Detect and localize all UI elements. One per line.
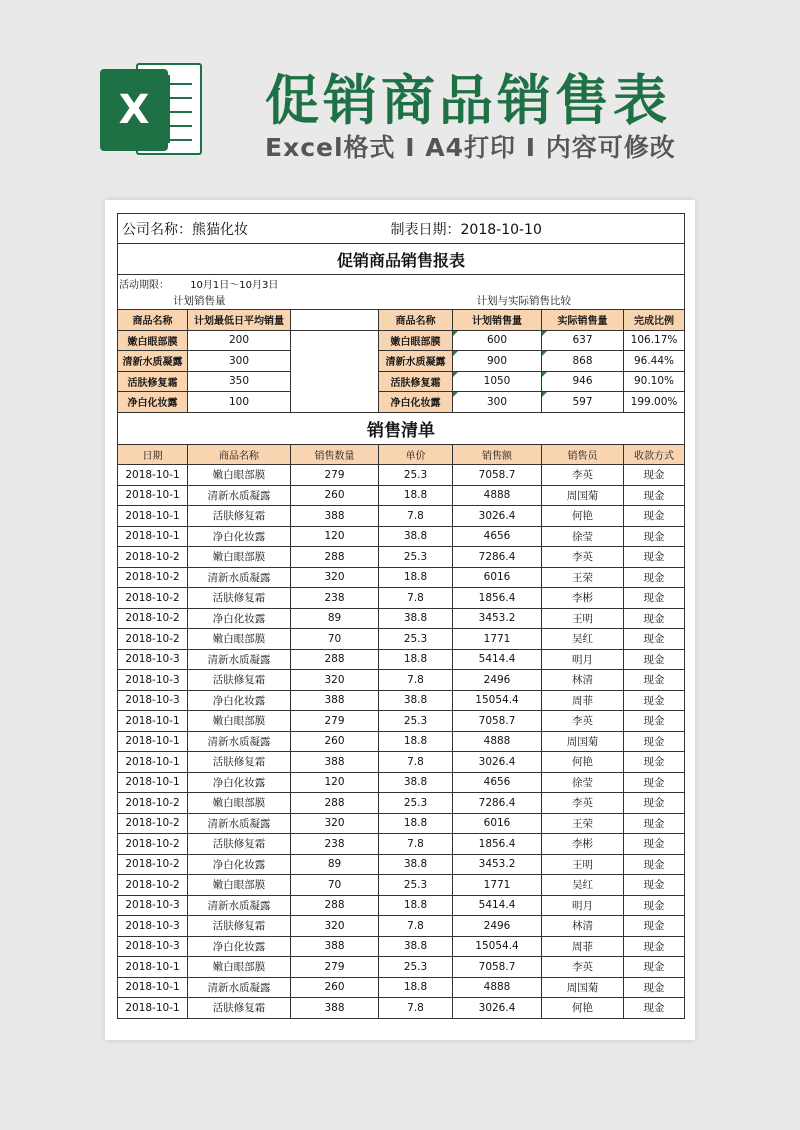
row-seller[interactable]: 吴红 xyxy=(542,629,624,650)
row-date[interactable]: 2018-10-3 xyxy=(118,916,188,937)
compare-product[interactable]: 活肤修复霜 xyxy=(379,371,453,392)
company-name[interactable]: 公司名称：熊猫化妆 xyxy=(118,214,379,244)
row-price[interactable]: 7.8 xyxy=(379,588,453,609)
row-price[interactable]: 18.8 xyxy=(379,567,453,588)
row-amount[interactable]: 7058.7 xyxy=(453,711,542,732)
row-payment[interactable]: 现金 xyxy=(624,690,685,711)
row-payment[interactable]: 现金 xyxy=(624,526,685,547)
list-header-qty[interactable]: 销售数量 xyxy=(291,444,379,465)
table-row xyxy=(118,711,685,732)
row-payment[interactable]: 现金 xyxy=(624,711,685,732)
row-price[interactable]: 25.3 xyxy=(379,547,453,568)
row-price[interactable]: 38.8 xyxy=(379,854,453,875)
row-seller[interactable]: 周国菊 xyxy=(542,485,624,506)
row-seller[interactable]: 徐莹 xyxy=(542,772,624,793)
row-seller[interactable]: 李英 xyxy=(542,957,624,978)
row-quantity[interactable]: 288 xyxy=(291,649,379,670)
row-amount[interactable]: 15054.4 xyxy=(453,936,542,957)
row-amount[interactable]: 7286.4 xyxy=(453,547,542,568)
plan-min-sales[interactable]: 350 xyxy=(188,371,291,392)
row-seller[interactable]: 李彬 xyxy=(542,588,624,609)
row-date[interactable]: 2018-10-2 xyxy=(118,854,188,875)
row-amount[interactable]: 4888 xyxy=(453,485,542,506)
row-payment[interactable]: 现金 xyxy=(624,649,685,670)
list-header-date[interactable]: 日期 xyxy=(118,444,188,465)
compare-ratio[interactable]: 90.10% xyxy=(624,371,685,392)
row-seller[interactable]: 林清 xyxy=(542,670,624,691)
table-row xyxy=(118,465,685,486)
row-price[interactable]: 25.3 xyxy=(379,957,453,978)
sheet xyxy=(105,200,695,1040)
row-seller[interactable]: 王明 xyxy=(542,854,624,875)
row-payment[interactable]: 现金 xyxy=(624,936,685,957)
compare-actual-sales[interactable]: 946 xyxy=(542,371,624,392)
row-date[interactable]: 2018-10-3 xyxy=(118,895,188,916)
row-product[interactable]: 嫩白眼部膜 xyxy=(188,875,291,896)
row-quantity[interactable]: 388 xyxy=(291,690,379,711)
row-amount[interactable]: 6016 xyxy=(453,567,542,588)
row-product[interactable]: 清新水质凝露 xyxy=(188,567,291,588)
row-product[interactable]: 嫩白眼部膜 xyxy=(188,711,291,732)
row-payment[interactable]: 现金 xyxy=(624,916,685,937)
row-amount[interactable]: 3026.4 xyxy=(453,998,542,1019)
row-quantity[interactable]: 238 xyxy=(291,588,379,609)
row-product[interactable]: 活肤修复霜 xyxy=(188,670,291,691)
row-price[interactable]: 18.8 xyxy=(379,731,453,752)
row-seller[interactable]: 李英 xyxy=(542,465,624,486)
row-price[interactable]: 38.8 xyxy=(379,608,453,629)
table-row xyxy=(118,834,685,855)
report-date[interactable]: 制表日期：2018-10-10 xyxy=(379,214,685,244)
table-row xyxy=(118,854,685,875)
table-row xyxy=(118,608,685,629)
row-price[interactable]: 7.8 xyxy=(379,506,453,527)
row-product[interactable]: 清新水质凝露 xyxy=(188,813,291,834)
row-date[interactable]: 2018-10-2 xyxy=(118,834,188,855)
compare-plan-sales[interactable]: 600 xyxy=(453,330,542,351)
row-price[interactable]: 7.8 xyxy=(379,752,453,773)
row-amount[interactable]: 2496 xyxy=(453,916,542,937)
row-date[interactable]: 2018-10-2 xyxy=(118,793,188,814)
row-amount[interactable]: 4656 xyxy=(453,526,542,547)
row-date[interactable]: 2018-10-2 xyxy=(118,567,188,588)
table-row xyxy=(118,998,685,1019)
row-product[interactable]: 清新水质凝露 xyxy=(188,485,291,506)
row-seller[interactable]: 明月 xyxy=(542,895,624,916)
row-payment[interactable]: 现金 xyxy=(624,567,685,588)
row-payment[interactable]: 现金 xyxy=(624,977,685,998)
row-product[interactable]: 活肤修复霜 xyxy=(188,916,291,937)
plan-min-sales[interactable]: 100 xyxy=(188,392,291,413)
plan-header-min[interactable]: 计划最低日平均销量 xyxy=(188,310,291,331)
table-row xyxy=(118,731,685,752)
row-price[interactable]: 7.8 xyxy=(379,834,453,855)
row-amount[interactable]: 3453.2 xyxy=(453,854,542,875)
row-date[interactable]: 2018-10-1 xyxy=(118,506,188,527)
row-quantity[interactable]: 388 xyxy=(291,998,379,1019)
row-seller[interactable]: 王明 xyxy=(542,608,624,629)
activity-period[interactable] xyxy=(118,275,685,292)
table-row xyxy=(118,485,685,506)
row-date[interactable]: 2018-10-1 xyxy=(118,957,188,978)
row-product[interactable]: 净白化妆露 xyxy=(188,690,291,711)
row-seller[interactable]: 周菲 xyxy=(542,690,624,711)
list-header-amount[interactable]: 销售额 xyxy=(453,444,542,465)
row-product[interactable]: 活肤修复霜 xyxy=(188,834,291,855)
row-date[interactable]: 2018-10-2 xyxy=(118,608,188,629)
row-seller[interactable]: 王荣 xyxy=(542,813,624,834)
row-seller[interactable]: 周菲 xyxy=(542,936,624,957)
row-date[interactable]: 2018-10-1 xyxy=(118,711,188,732)
row-seller[interactable]: 周国菊 xyxy=(542,731,624,752)
row-product[interactable]: 活肤修复霜 xyxy=(188,588,291,609)
row-payment[interactable]: 现金 xyxy=(624,670,685,691)
row-quantity[interactable]: 120 xyxy=(291,772,379,793)
row-amount[interactable]: 15054.4 xyxy=(453,690,542,711)
compare-product[interactable]: 净白化妆露 xyxy=(379,392,453,413)
row-date[interactable]: 2018-10-2 xyxy=(118,629,188,650)
row-seller[interactable]: 周国菊 xyxy=(542,977,624,998)
row-payment[interactable]: 现金 xyxy=(624,506,685,527)
table-row xyxy=(118,752,685,773)
row-quantity[interactable]: 238 xyxy=(291,834,379,855)
compare-ratio[interactable]: 199.00% xyxy=(624,392,685,413)
row-quantity[interactable]: 288 xyxy=(291,793,379,814)
row-product[interactable]: 净白化妆露 xyxy=(188,526,291,547)
list-header-product[interactable]: 商品名称 xyxy=(188,444,291,465)
plan-product[interactable]: 活肤修复霜 xyxy=(118,371,188,392)
row-amount[interactable]: 1771 xyxy=(453,875,542,896)
row-amount[interactable]: 1771 xyxy=(453,629,542,650)
compare-product[interactable]: 嫩白眼部膜 xyxy=(379,330,453,351)
compare-actual-sales[interactable]: 637 xyxy=(542,330,624,351)
row-date[interactable]: 2018-10-1 xyxy=(118,977,188,998)
row-quantity[interactable]: 89 xyxy=(291,608,379,629)
compare-header-plan[interactable]: 计划销售量 xyxy=(453,310,542,331)
row-product[interactable]: 活肤修复霜 xyxy=(188,506,291,527)
plan-product[interactable]: 嫩白眼部膜 xyxy=(118,330,188,351)
row-product[interactable]: 嫩白眼部膜 xyxy=(188,465,291,486)
row-date[interactable]: 2018-10-2 xyxy=(118,813,188,834)
row-amount[interactable]: 4656 xyxy=(453,772,542,793)
row-product[interactable]: 嫩白眼部膜 xyxy=(188,793,291,814)
row-date[interactable]: 2018-10-3 xyxy=(118,670,188,691)
row-seller[interactable]: 李英 xyxy=(542,793,624,814)
row-quantity[interactable]: 70 xyxy=(291,875,379,896)
row-quantity[interactable]: 70 xyxy=(291,629,379,650)
table-row xyxy=(118,588,685,609)
table-row xyxy=(118,526,685,547)
row-amount[interactable]: 3026.4 xyxy=(453,752,542,773)
row-amount[interactable]: 5414.4 xyxy=(453,895,542,916)
row-amount[interactable]: 1856.4 xyxy=(453,834,542,855)
table-row xyxy=(118,895,685,916)
row-quantity[interactable]: 320 xyxy=(291,670,379,691)
row-quantity[interactable]: 120 xyxy=(291,526,379,547)
row-quantity[interactable]: 260 xyxy=(291,485,379,506)
spacer-cell xyxy=(291,371,379,392)
row-quantity[interactable]: 320 xyxy=(291,567,379,588)
row-product[interactable]: 净白化妆露 xyxy=(188,854,291,875)
activity-label: 活动期限： xyxy=(119,279,169,291)
row-payment[interactable]: 现金 xyxy=(624,485,685,506)
row-price[interactable]: 25.3 xyxy=(379,875,453,896)
compare-header-actual[interactable]: 实际销售量 xyxy=(542,310,624,331)
list-title[interactable]: 销售清单 xyxy=(118,412,685,444)
row-price[interactable]: 18.8 xyxy=(379,485,453,506)
row-payment[interactable]: 现金 xyxy=(624,854,685,875)
row-date[interactable]: 2018-10-2 xyxy=(118,547,188,568)
row-quantity[interactable]: 260 xyxy=(291,977,379,998)
row-seller[interactable]: 何艳 xyxy=(542,752,624,773)
row-amount[interactable]: 5414.4 xyxy=(453,649,542,670)
plan-section-label: 计划销售量 xyxy=(118,292,379,310)
spacer-cell xyxy=(291,330,379,351)
row-date[interactable]: 2018-10-1 xyxy=(118,772,188,793)
row-payment[interactable]: 现金 xyxy=(624,834,685,855)
table-row xyxy=(118,649,685,670)
compare-actual-sales[interactable]: 597 xyxy=(542,392,624,413)
spacer-cell xyxy=(291,392,379,413)
row-price[interactable]: 25.3 xyxy=(379,629,453,650)
row-payment[interactable]: 现金 xyxy=(624,608,685,629)
row-payment[interactable]: 现金 xyxy=(624,465,685,486)
row-price[interactable]: 38.8 xyxy=(379,936,453,957)
compare-header-name[interactable]: 商品名称 xyxy=(379,310,453,331)
excel-x-badge: X xyxy=(100,69,168,151)
banner xyxy=(0,0,800,200)
row-product[interactable]: 净白化妆露 xyxy=(188,608,291,629)
table-row xyxy=(118,813,685,834)
row-payment[interactable]: 现金 xyxy=(624,998,685,1019)
sheet-grid xyxy=(117,213,684,1019)
row-product[interactable]: 活肤修复霜 xyxy=(188,752,291,773)
list-header-price[interactable]: 单价 xyxy=(379,444,453,465)
row-seller[interactable]: 李英 xyxy=(542,547,624,568)
row-quantity[interactable]: 279 xyxy=(291,711,379,732)
compare-plan-sales[interactable]: 300 xyxy=(453,392,542,413)
row-quantity[interactable]: 388 xyxy=(291,752,379,773)
row-quantity[interactable]: 388 xyxy=(291,506,379,527)
table-row xyxy=(118,957,685,978)
compare-section-label: 计划与实际销售比较 xyxy=(379,292,685,310)
row-payment[interactable]: 现金 xyxy=(624,547,685,568)
row-seller[interactable]: 明月 xyxy=(542,649,624,670)
row-seller[interactable]: 吴红 xyxy=(542,875,624,896)
row-amount[interactable]: 4888 xyxy=(453,731,542,752)
row-quantity[interactable]: 320 xyxy=(291,916,379,937)
table-row xyxy=(118,875,685,896)
row-price[interactable]: 38.8 xyxy=(379,772,453,793)
row-quantity[interactable]: 388 xyxy=(291,936,379,957)
compare-header-ratio[interactable]: 完成比例 xyxy=(624,310,685,331)
row-seller[interactable]: 何艳 xyxy=(542,506,624,527)
row-quantity[interactable]: 320 xyxy=(291,813,379,834)
table-row xyxy=(118,690,685,711)
table-row xyxy=(118,793,685,814)
row-quantity[interactable]: 279 xyxy=(291,957,379,978)
row-date[interactable]: 2018-10-3 xyxy=(118,649,188,670)
row-date[interactable]: 2018-10-3 xyxy=(118,690,188,711)
row-seller[interactable]: 李彬 xyxy=(542,834,624,855)
row-price[interactable]: 18.8 xyxy=(379,813,453,834)
excel-icon xyxy=(100,57,204,161)
row-quantity[interactable]: 260 xyxy=(291,731,379,752)
row-payment[interactable]: 现金 xyxy=(624,731,685,752)
row-product[interactable]: 嫩白眼部膜 xyxy=(188,629,291,650)
row-product[interactable]: 清新水质凝露 xyxy=(188,731,291,752)
activity-range: 10月1日～10月3日 xyxy=(190,279,279,291)
compare-ratio[interactable]: 96.44% xyxy=(624,351,685,372)
table-row xyxy=(118,670,685,691)
compare-plan-sales[interactable]: 900 xyxy=(453,351,542,372)
row-payment[interactable]: 现金 xyxy=(624,752,685,773)
blank-cell[interactable] xyxy=(291,310,379,331)
row-price[interactable]: 7.8 xyxy=(379,670,453,691)
row-quantity[interactable]: 288 xyxy=(291,547,379,568)
row-seller[interactable]: 徐莹 xyxy=(542,526,624,547)
row-quantity[interactable]: 279 xyxy=(291,465,379,486)
compare-plan-sales[interactable]: 1050 xyxy=(453,371,542,392)
table-row xyxy=(118,977,685,998)
row-product[interactable]: 清新水质凝露 xyxy=(188,977,291,998)
row-price[interactable]: 25.3 xyxy=(379,711,453,732)
row-seller[interactable]: 王荣 xyxy=(542,567,624,588)
compare-ratio[interactable]: 106.17% xyxy=(624,330,685,351)
row-product[interactable]: 净白化妆露 xyxy=(188,936,291,957)
banner-subtitle: Excel格式 I A4打印 I 内容可修改 xyxy=(265,133,676,162)
row-amount[interactable]: 7058.7 xyxy=(453,465,542,486)
row-amount[interactable]: 3453.2 xyxy=(453,608,542,629)
row-product[interactable]: 清新水质凝露 xyxy=(188,895,291,916)
row-quantity[interactable]: 288 xyxy=(291,895,379,916)
row-payment[interactable]: 现金 xyxy=(624,957,685,978)
row-payment[interactable]: 现金 xyxy=(624,629,685,650)
banner-title: 促销商品销售表 xyxy=(265,69,671,132)
row-amount[interactable]: 7286.4 xyxy=(453,793,542,814)
row-product[interactable]: 净白化妆露 xyxy=(188,772,291,793)
report-table xyxy=(117,213,685,1019)
row-payment[interactable]: 现金 xyxy=(624,793,685,814)
row-price[interactable]: 38.8 xyxy=(379,526,453,547)
plan-min-sales[interactable]: 300 xyxy=(188,351,291,372)
table-row xyxy=(118,567,685,588)
row-price[interactable]: 18.8 xyxy=(379,895,453,916)
row-price[interactable]: 7.8 xyxy=(379,916,453,937)
table-row xyxy=(118,547,685,568)
row-product[interactable]: 嫩白眼部膜 xyxy=(188,547,291,568)
plan-header-name[interactable]: 商品名称 xyxy=(118,310,188,331)
list-header-seller[interactable]: 销售员 xyxy=(542,444,624,465)
row-quantity[interactable]: 89 xyxy=(291,854,379,875)
plan-min-sales[interactable]: 200 xyxy=(188,330,291,351)
row-date[interactable]: 2018-10-3 xyxy=(118,936,188,957)
row-price[interactable]: 25.3 xyxy=(379,465,453,486)
row-price[interactable]: 7.8 xyxy=(379,998,453,1019)
table-row xyxy=(118,629,685,650)
row-date[interactable]: 2018-10-1 xyxy=(118,731,188,752)
row-payment[interactable]: 现金 xyxy=(624,895,685,916)
row-payment[interactable]: 现金 xyxy=(624,813,685,834)
row-amount[interactable]: 3026.4 xyxy=(453,506,542,527)
row-date[interactable]: 2018-10-1 xyxy=(118,752,188,773)
row-amount[interactable]: 1856.4 xyxy=(453,588,542,609)
row-price[interactable]: 25.3 xyxy=(379,793,453,814)
row-seller[interactable]: 林清 xyxy=(542,916,624,937)
table-row xyxy=(118,506,685,527)
row-product[interactable]: 清新水质凝露 xyxy=(188,649,291,670)
compare-product[interactable]: 清新水质凝露 xyxy=(379,351,453,372)
row-seller[interactable]: 李英 xyxy=(542,711,624,732)
row-product[interactable]: 嫩白眼部膜 xyxy=(188,957,291,978)
list-header-payment[interactable]: 收款方式 xyxy=(624,444,685,465)
row-date[interactable]: 2018-10-1 xyxy=(118,485,188,506)
table-row xyxy=(118,772,685,793)
row-seller[interactable]: 何艳 xyxy=(542,998,624,1019)
report-title[interactable]: 促销商品销售报表 xyxy=(118,244,685,275)
plan-product[interactable]: 净白化妆露 xyxy=(118,392,188,413)
row-amount[interactable]: 7058.7 xyxy=(453,957,542,978)
row-amount[interactable]: 4888 xyxy=(453,977,542,998)
spacer-cell xyxy=(291,351,379,372)
compare-actual-sales[interactable]: 868 xyxy=(542,351,624,372)
row-date[interactable]: 2018-10-2 xyxy=(118,875,188,896)
plan-product[interactable]: 清新水质凝露 xyxy=(118,351,188,372)
row-payment[interactable]: 现金 xyxy=(624,875,685,896)
row-amount[interactable]: 6016 xyxy=(453,813,542,834)
row-payment[interactable]: 现金 xyxy=(624,772,685,793)
row-payment[interactable]: 现金 xyxy=(624,588,685,609)
row-date[interactable]: 2018-10-2 xyxy=(118,588,188,609)
row-date[interactable]: 2018-10-1 xyxy=(118,465,188,486)
row-price[interactable]: 18.8 xyxy=(379,649,453,670)
row-date[interactable]: 2018-10-1 xyxy=(118,526,188,547)
row-amount[interactable]: 2496 xyxy=(453,670,542,691)
row-price[interactable]: 38.8 xyxy=(379,690,453,711)
table-row xyxy=(118,936,685,957)
row-date[interactable]: 2018-10-1 xyxy=(118,998,188,1019)
row-price[interactable]: 18.8 xyxy=(379,977,453,998)
row-product[interactable]: 活肤修复霜 xyxy=(188,998,291,1019)
table-row xyxy=(118,916,685,937)
